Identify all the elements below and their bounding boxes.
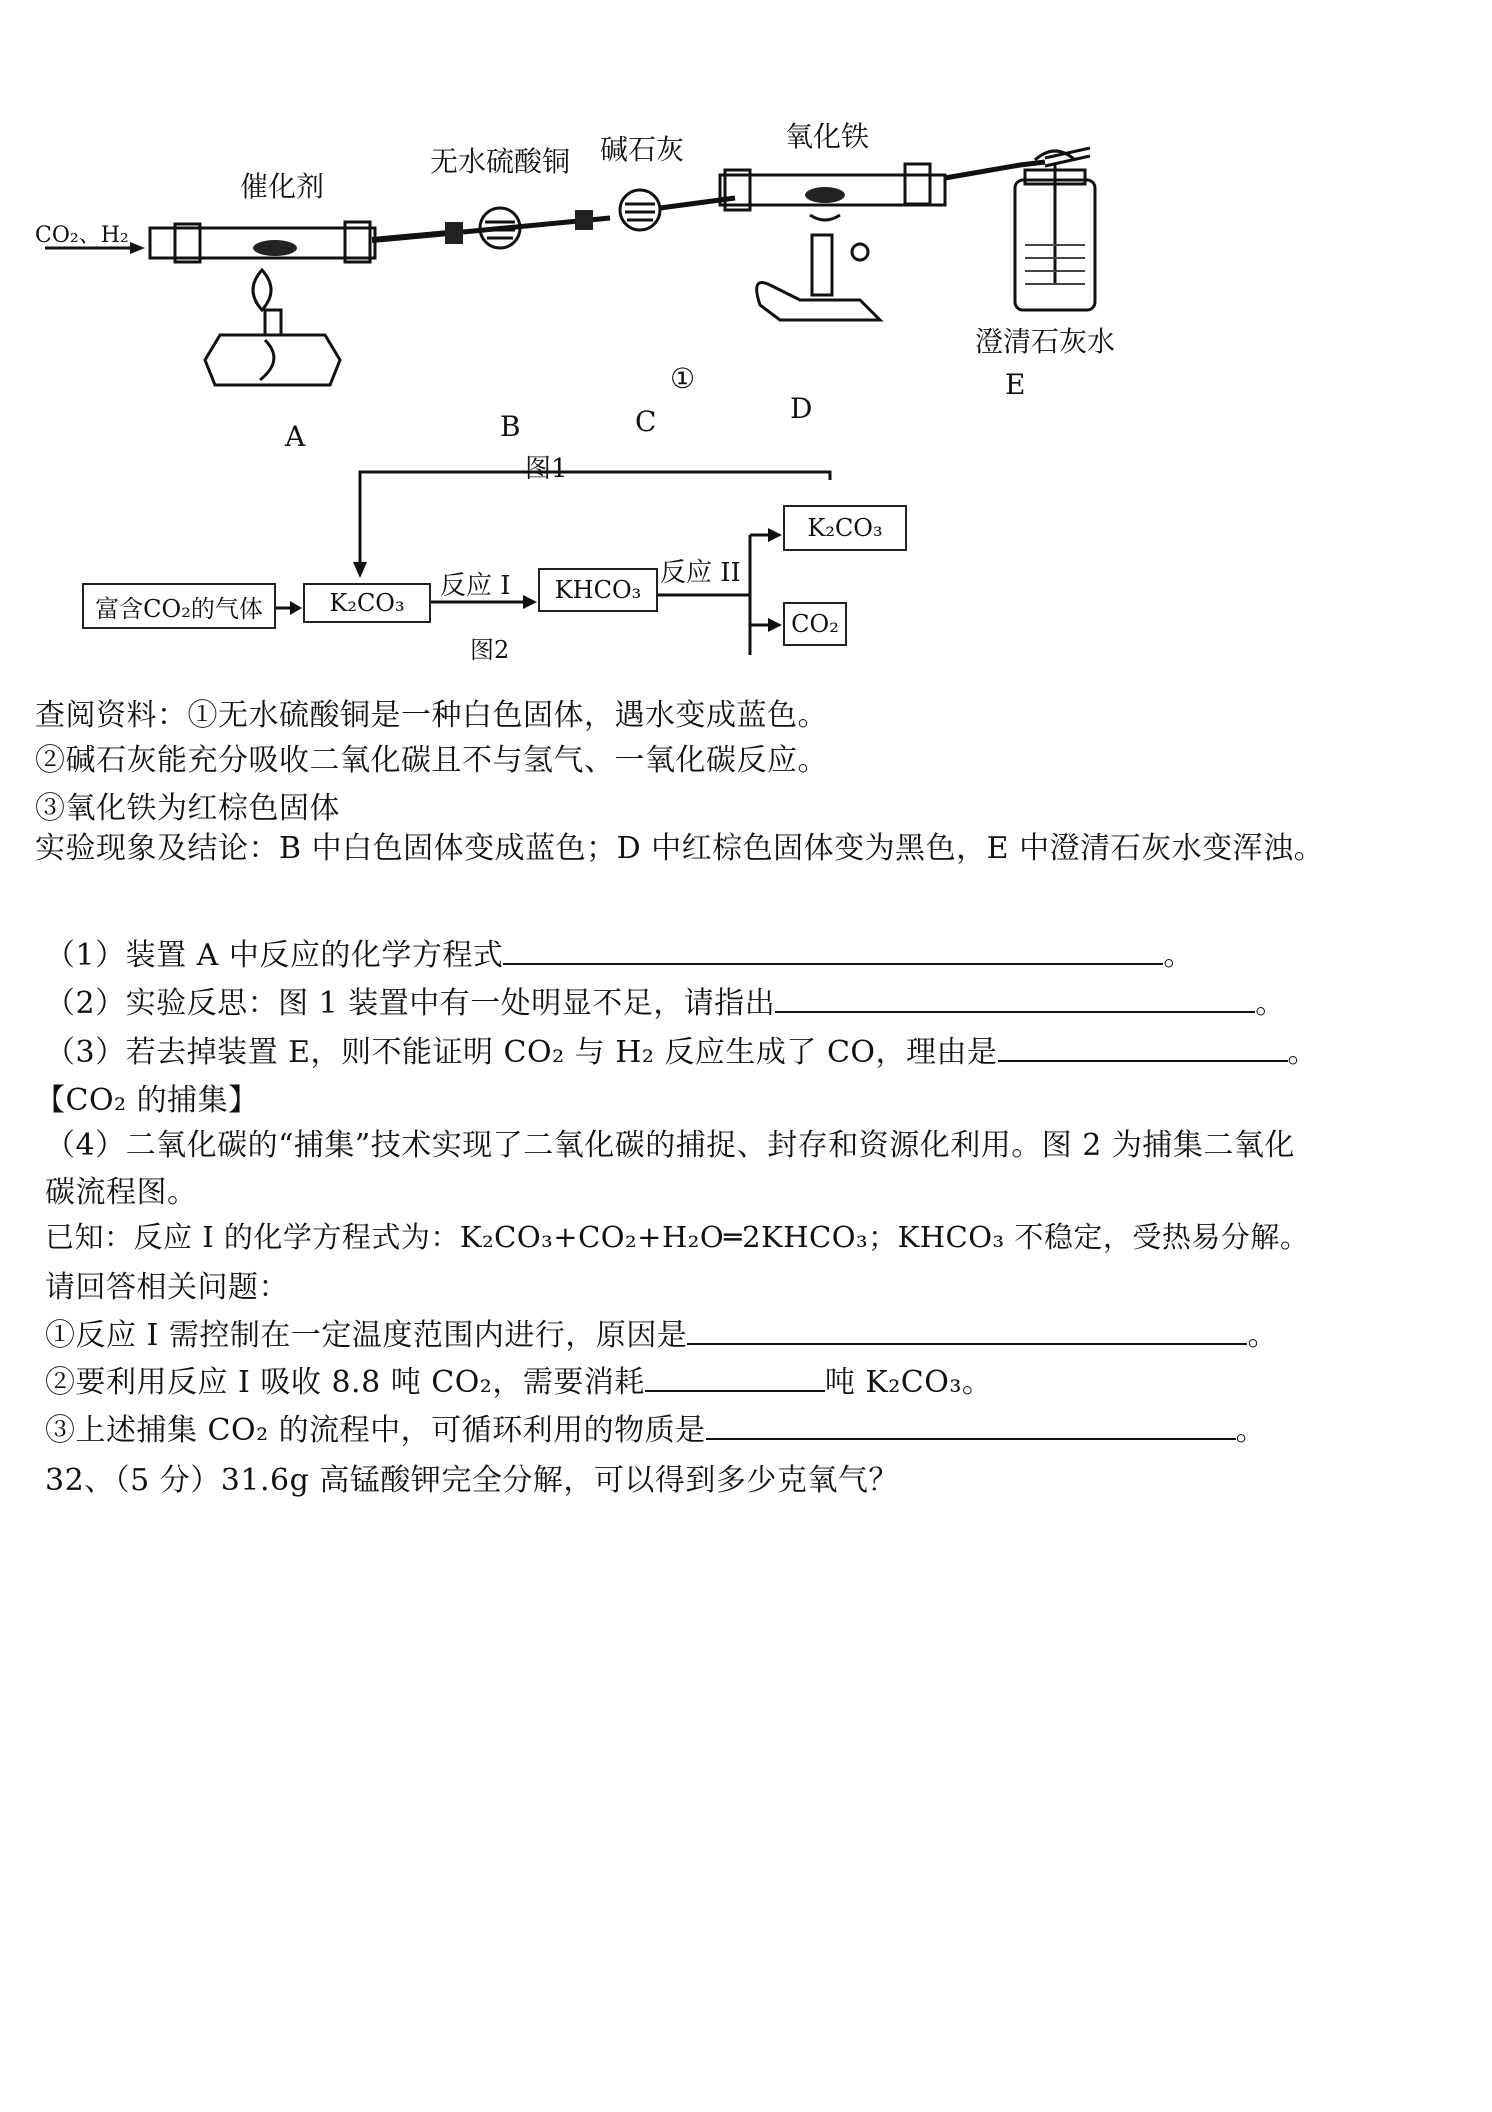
label-b: B [500, 410, 521, 443]
question-3: （3）若去掉装置 E，则不能证明 CO₂ 与 H₂ 反应生成了 CO，理由是 。 [45, 1027, 1318, 1071]
reference-line-1: 查阅资料：①无水硫酸铜是一种白色固体，遇水变成蓝色。 [35, 698, 828, 733]
figure-2-caption: 图2 [470, 636, 510, 664]
answer-prompt: 请回答相关问题： [45, 1270, 289, 1305]
catalyst-label: 催化剂 [240, 170, 325, 203]
label-c: C [635, 405, 657, 438]
answer-blank-4-3[interactable] [706, 1408, 1236, 1440]
section-heading-co2-capture: 【CO₂ 的捕集】 [35, 1083, 259, 1118]
reference-line-3: ③氧化铁为红棕色固体 [35, 791, 340, 826]
iron-oxide-powder [805, 187, 845, 203]
answer-blank-4-2[interactable] [645, 1360, 825, 1392]
answer-blank-1[interactable] [503, 933, 1163, 965]
reaction-1-label: 反应 I [440, 571, 511, 601]
sub-question-1: ①反应 I 需控制在一定温度范围内进行，原因是 。 [45, 1310, 1278, 1354]
sub-question-3: ③上述捕集 CO₂ 的流程中，可循环利用的物质是 。 [45, 1405, 1266, 1449]
sub-question-2: ②要利用反应 I 吸收 8.8 吨 CO₂，需要消耗 吨 K₂CO₃。 [45, 1357, 992, 1401]
iron-oxide-label: 氧化铁 [785, 120, 870, 153]
limewater-label: 澄清石灰水 [975, 325, 1116, 358]
flow-box-k2co3-start: K₂CO₃ [303, 583, 431, 623]
flow-box-khco3: KHCO₃ [538, 568, 658, 612]
question-2: （2）实验反思：图 1 装置中有一处明显不足，请指出 。 [45, 978, 1286, 1022]
flow-arrows [0, 460, 1492, 660]
circle-one-marker: ① [670, 362, 696, 395]
figure-1-caption: 图1 [525, 454, 568, 484]
gas-burner [812, 235, 832, 295]
drying-tube-c [620, 190, 660, 230]
apparatus-drawing [0, 0, 1492, 470]
sodalime-label: 碱石灰 [600, 133, 685, 166]
flow-box-co2: CO₂ [783, 602, 847, 646]
question-1: （1）装置 A 中反应的化学方程式 。 [45, 930, 1194, 974]
answer-blank-3[interactable] [998, 1030, 1288, 1062]
question-32: 32、（5 分）31.6g 高锰酸钾完全分解，可以得到多少克氧气？ [45, 1463, 899, 1498]
observation-line: 实验现象及结论：B 中白色固体变成蓝色；D 中红棕色固体变为黑色，E 中澄清石灰水变浑浊。 [35, 831, 1325, 866]
label-a: A [285, 420, 306, 453]
gas-in-label: CO₂、H₂ [35, 223, 129, 248]
flame-a [253, 270, 271, 310]
answer-blank-2[interactable] [775, 981, 1255, 1013]
flow-box-gas: 富含CO₂的气体 [82, 583, 276, 629]
label-e: E [1005, 368, 1026, 401]
question-4-intro: （4）二氧化碳的“捕集”技术实现了二氧化碳的捕捉、封存和资源化利用。图 2 为捕集二氧化 [45, 1128, 1295, 1163]
flow-box-k2co3-product: K₂CO₃ [783, 505, 907, 551]
known-equation: 已知：反应 I 的化学方程式为：K₂CO₃+CO₂+H₂O═2KHCO₃；KHCO₃ 不稳定，受热易分解。 [45, 1220, 1310, 1254]
reaction-2-label: 反应 II [660, 558, 741, 588]
answer-blank-4-1[interactable] [687, 1313, 1247, 1345]
label-d: D [790, 392, 813, 425]
question-4-intro-cont: 碳流程图。 [45, 1175, 198, 1210]
cuso4-label: 无水硫酸铜 [430, 145, 571, 178]
catalyst-powder [253, 240, 297, 256]
reference-line-2: ②碱石灰能充分吸收二氧化碳且不与氢气、一氧化碳反应。 [35, 743, 828, 778]
